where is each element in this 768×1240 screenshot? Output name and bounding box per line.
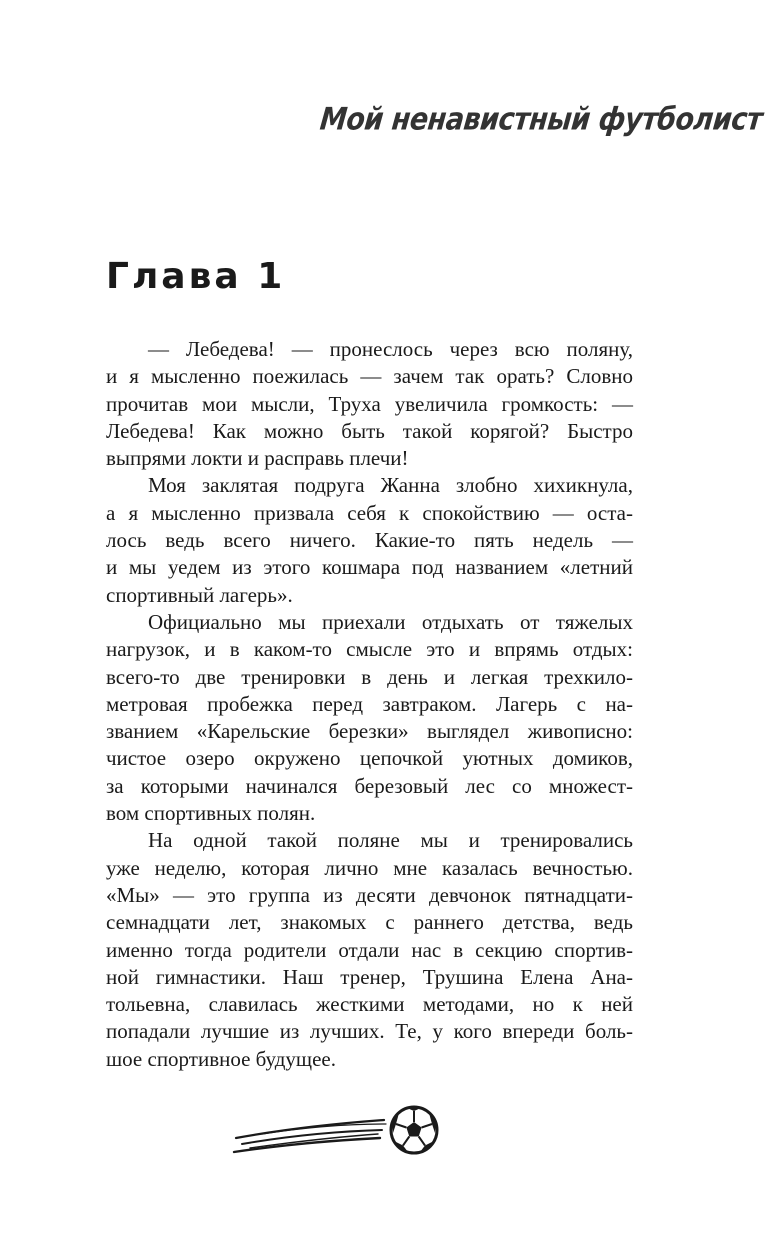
paragraph <box>106 827 633 1073</box>
football-ball-icon <box>232 1104 444 1160</box>
text-line: чистое озеро окружено цепочкой уютных домиков, <box>106 746 633 771</box>
text-line: ной гимнастики. Наш тренер, Трушина Елена Ана- <box>106 964 633 989</box>
paragraph <box>106 336 633 472</box>
running-header: Мой ненавистный футболист <box>318 102 764 138</box>
text-line: На одной такой поляне мы и тренировались <box>148 828 633 853</box>
chapter-body-text <box>106 336 633 1073</box>
text-line: званием «Карельские березки» выглядел живописно: <box>106 719 633 744</box>
text-line: прочитав мои мысли, Труха увеличила громкость: — <box>106 391 633 416</box>
speed-lines <box>234 1120 386 1152</box>
text-line: вом спортивных полян. <box>106 801 316 826</box>
text-line: попадали лучшие из лучших. Те, у кого впереди боль- <box>106 1019 633 1044</box>
text-line: нагрузок, и в каком-то смысле это и впрямь отдых: <box>106 637 633 662</box>
text-line: выпрями локти и расправь плечи! <box>106 446 409 471</box>
text-line: и мы уедем из этого кошмара под названием «летний <box>106 555 633 580</box>
text-line: метровая пробежка перед завтраком. Лагерь с на- <box>106 691 633 716</box>
text-line: и я мысленно поежилась — зачем так орать? Словно <box>106 364 633 389</box>
ball <box>391 1106 437 1153</box>
chapter-title: Глава 1 <box>106 256 286 297</box>
paragraph <box>106 472 633 608</box>
text-line: шое спортивное будущее. <box>106 1046 336 1071</box>
text-line: Моя заклятая подруга Жанна злобно хихикнула, <box>148 473 633 498</box>
text-line: Лебедева! Как можно быть такой корягой? Быстро <box>106 418 633 443</box>
text-line: спортивный лагерь». <box>106 582 293 607</box>
text-line: а я мысленно призвала себя к спокойствию — оста- <box>106 500 633 525</box>
text-line: за которыми начинался березовый лес со множест- <box>106 773 633 798</box>
text-line: Официально мы приехали отдыхать от тяжелых <box>148 609 633 634</box>
text-line: — Лебедева! — пронеслось через всю поляну, <box>148 337 633 361</box>
text-line: всего-то две тренировки в день и легкая трехкило- <box>106 664 633 689</box>
text-line: тольевна, славилась жесткими методами, но к ней <box>106 992 633 1017</box>
text-line: «Мы» — это группа из десяти девчонок пятнадцати- <box>106 882 633 907</box>
text-line: уже неделю, которая лично мне казалась вечностью. <box>106 855 633 880</box>
text-line: лось ведь всего ничего. Какие-то пять недель — <box>106 528 633 553</box>
text-line: семнадцати лет, знакомых с раннего детства, ведь <box>106 910 633 935</box>
text-line: именно тогда родители отдали нас в секцию спортив- <box>106 937 633 962</box>
paragraph <box>106 609 633 827</box>
